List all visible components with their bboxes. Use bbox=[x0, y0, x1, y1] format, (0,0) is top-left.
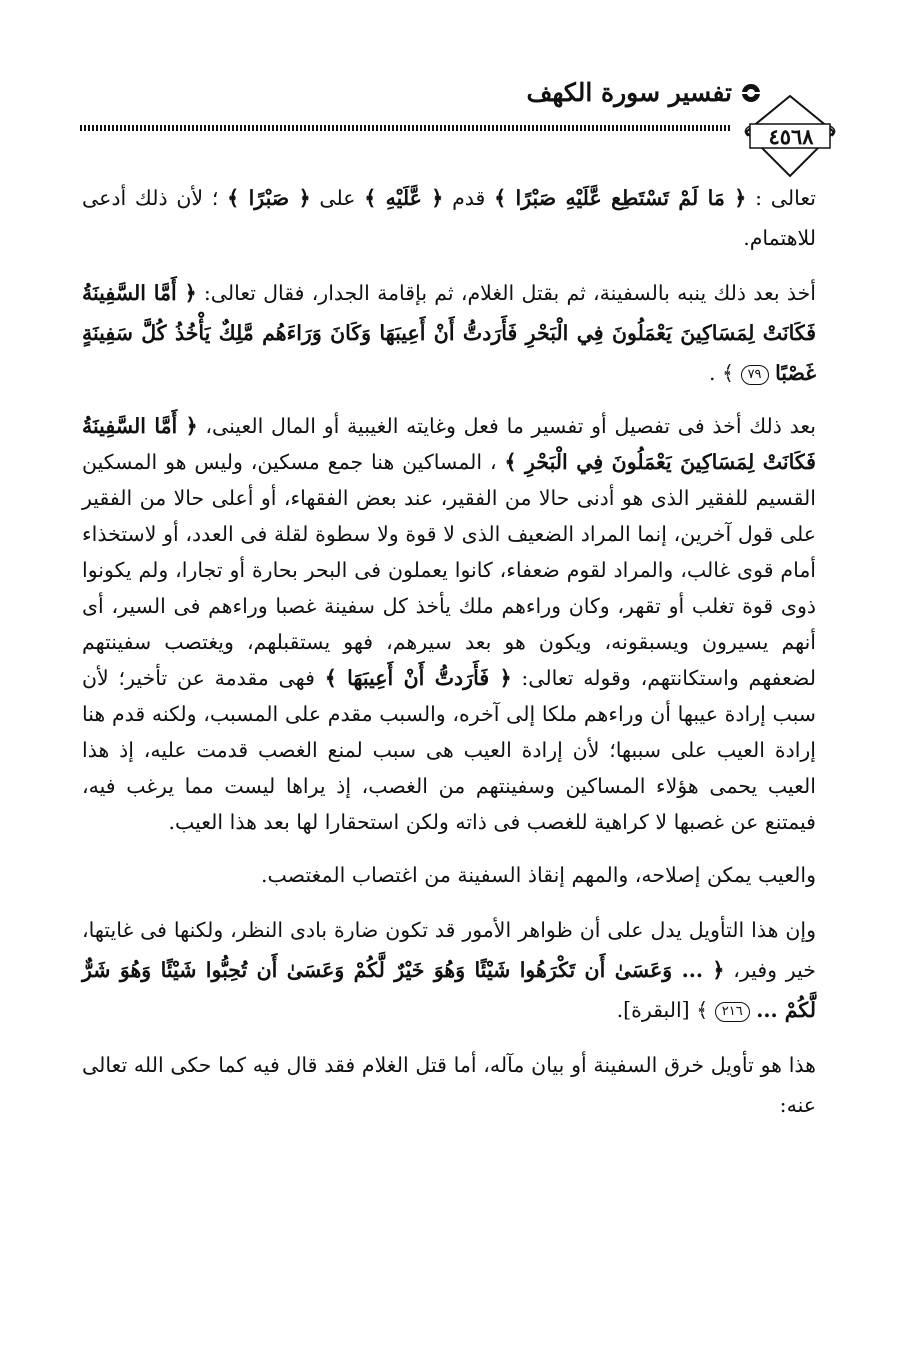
page-number: ٤٥٦٨ bbox=[768, 124, 814, 149]
text: أخذ بعد ذلك ينبه بالسفينة، ثم بقتل الغلام، ثم بإقامة الجدار، فقال تعالى: bbox=[203, 281, 816, 305]
paragraph-4: والعيب يمكن إصلاحه، والمهم إنقاذ السفينة من اغتصاب المغتصب. bbox=[261, 863, 816, 887]
text: ﴾ bbox=[696, 998, 709, 1022]
quran-verse: ﴿ أَمَّا السَّفِينَةُ فَكَانَتْ لِمَسَاكِينَ يَعْمَلُونَ فِي الْبَحْرِ فَأَرَدتُّ أَنْ أَعِيبَهَا وَكَانَ وَرَاءَهُم مَّلِكٌ يَأْخُذُ كُلَّ سَفِينَةٍ غَصْبًا bbox=[82, 281, 816, 385]
running-title: تفسير سورة الكهف bbox=[526, 78, 732, 107]
page-body bbox=[82, 178, 816, 1140]
paragraph-6: هذا هو تأويل خرق السفينة أو بيان مآله، أما قتل الغلام فقد قال فيه كما حكى الله تعالى عنه: bbox=[82, 1053, 816, 1117]
text: على bbox=[319, 186, 356, 210]
header-rule bbox=[80, 125, 730, 131]
quran-quote: ﴿ مَا لَمْ تَسْتَطِع عَّلَيْهِ صَبْرًا ﴾ bbox=[494, 186, 747, 210]
quran-verse: ﴿ ... وَعَسَىٰ أَن تَكْرَهُوا شَيْئًا وَهُوَ خَيْرٌ لَّكُمْ وَعَسَىٰ أَن تُحِبُّوا شَيْئًا وَهُوَ شَرٌّ لَّكُمْ ... bbox=[82, 958, 816, 1022]
paragraph-3 bbox=[82, 408, 816, 840]
page-header bbox=[80, 70, 840, 170]
quran-quote: ﴿ عَّلَيْهِ ﴾ bbox=[364, 186, 444, 210]
text: ، المساكين هنا جمع مسكين، وليس هو المسكين القسيم للفقير الذى هو أدنى حالا من الفقير، عند بعض الفقهاء، أو أعلى حالا من الفقير على قول آخرين، إنما المراد الضعيف الذى لا قوة ولا سطوة لقلة فى العدد، أو لاستخذاء أمام قوى غالب، والمراد لقوم ضعفاء، كانوا يعملون فى البحر بحارة أو تجارا، ولم يكونوا ذوى قوة تغلب أو تقهر، وكان وراءهم ملك يأخذ كل سفينة غصبا وراءهم فى السير، أى أنهم يسيرون ويسبقونه، ويكون هو بعد سيرهم، فهو يستقبلهم، ويغتصب سفينتهم لضعفهم واستكانتهم، وقوله تعالى: bbox=[82, 450, 816, 690]
text: بعد ذلك أخذ فى تفصيل أو تفسير ما فعل وغايته الغيبية أو المال العينى، bbox=[205, 414, 817, 438]
paragraph-1 bbox=[82, 178, 816, 258]
text: وإن هذا التأويل يدل على أن ظواهر الأمور قد تكون ضارة بادى النظر، ولكنها فى غايتها، خير وفير، bbox=[82, 918, 816, 982]
text: قدم bbox=[452, 186, 486, 210]
text: تعالى : bbox=[755, 186, 816, 210]
surah-reference: [البقرة]. bbox=[616, 998, 690, 1022]
quran-quote: ﴿ صَبْرًا ﴾ bbox=[227, 186, 311, 210]
text: ؛ لأن ذلك أدعى للاهتمام. bbox=[82, 186, 816, 250]
page-number-badge bbox=[740, 94, 840, 178]
paragraph-2 bbox=[82, 273, 816, 393]
ayah-number: ٧٩ bbox=[741, 365, 769, 385]
ayah-number: ٢١٦ bbox=[715, 1002, 750, 1022]
quran-quote: ﴿ أَمَّا السَّفِينَةُ فَكَانَتْ لِمَسَاكِينَ يَعْمَلُونَ فِي الْبَحْرِ ﴾ bbox=[82, 414, 816, 474]
paragraph-5 bbox=[82, 910, 816, 1030]
quran-quote: ﴿ فَأَرَدتُّ أَنْ أَعِيبَهَا ﴾ bbox=[324, 666, 512, 690]
text: فهى مقدمة عن تأخير؛ لأن سبب إرادة عيبها أن وراءهم ملكا إلى آخره، والسبب مقدم على المسبب، ولكنه قدم هنا إرادة العيب على سببها؛ لأن إرادة العيب هى سبب لمنع الغصب قدمت عليه، إذ هذا العيب يحمى هؤلاء المساكين وسفينتهم من الغصب، إذ يراها ليست مما يرغب فيه، فيمتنع عن غصبها لا كراهية للغصب فى ذاته ولكن استحقارا لها بعد هذا العيب. bbox=[82, 666, 816, 834]
text: ﴾ . bbox=[708, 361, 735, 385]
